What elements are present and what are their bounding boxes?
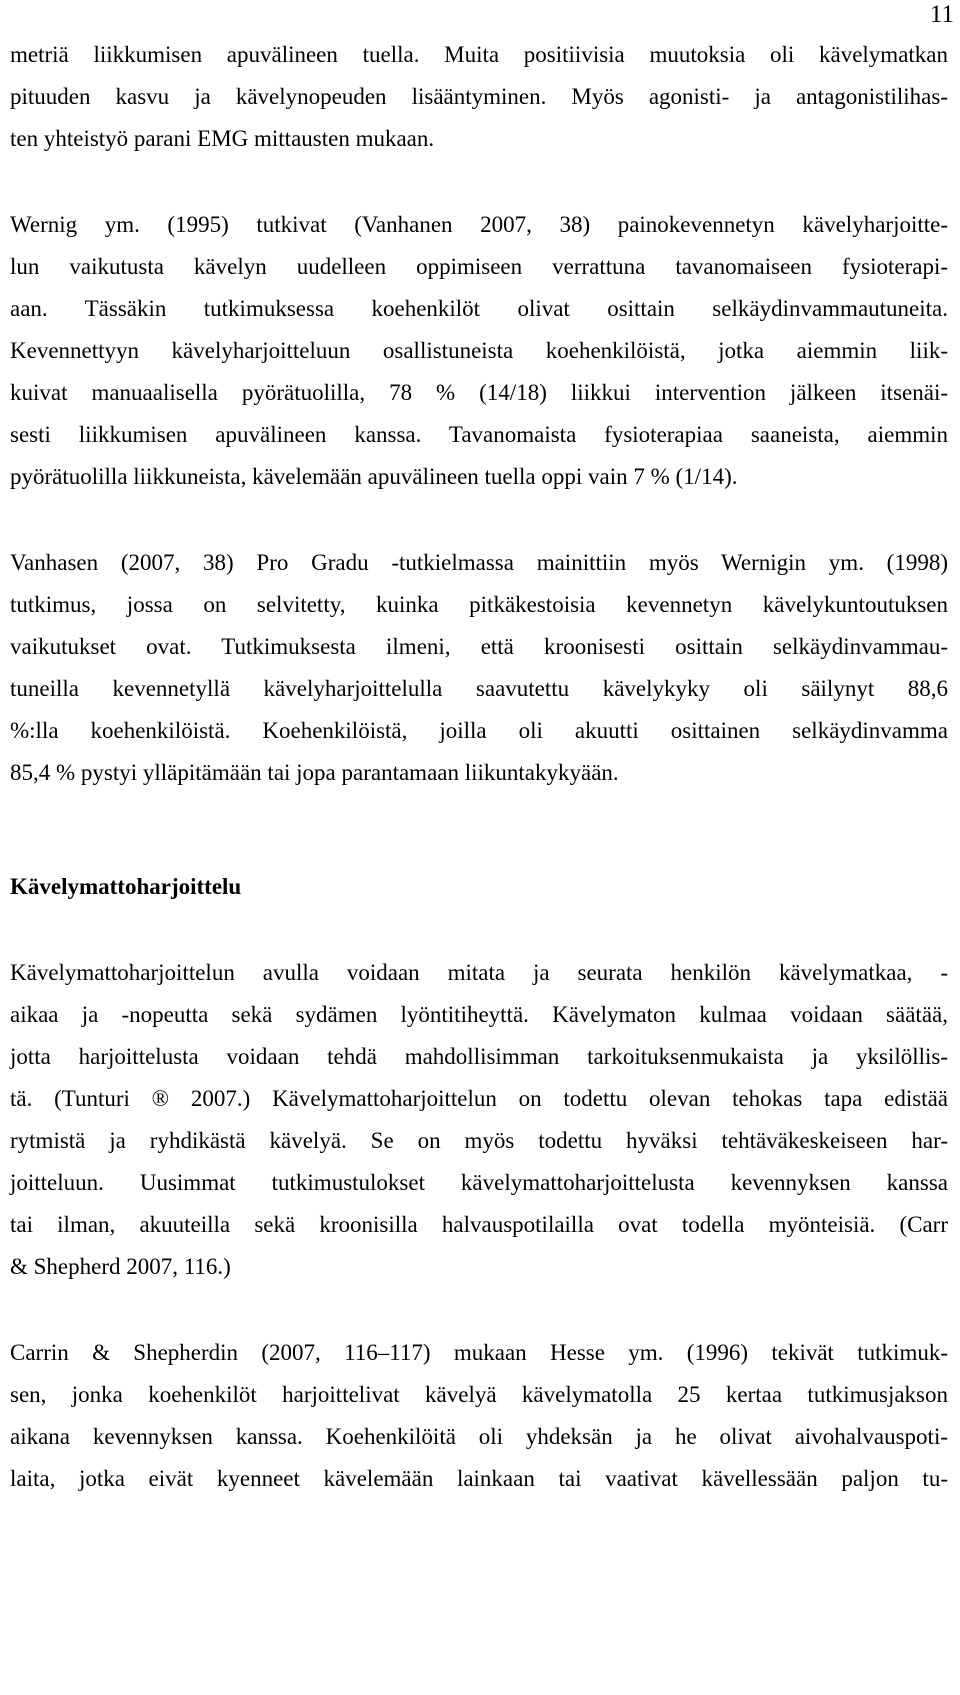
text-line: aikana kevennyksen kanssa. Koehenkilöitä oli yhdeksän ja he olivat aivohalvauspoti- xyxy=(10,1424,948,1449)
text-line: kuivat manuaalisella pyörätuolilla, 78 % (14/18) liikkui intervention jälkeen itsenäi- xyxy=(10,380,948,405)
text-line: tä. (Tunturi ® 2007.) Kävelymattoharjoittelun on todettu olevan tehokas tapa edistää xyxy=(10,1086,948,1111)
text-line: %:lla koehenkilöistä. Koehenkilöistä, joilla oli akuutti osittainen selkäydinvamma xyxy=(10,718,948,743)
text-line: metriä liikkumisen apuvälineen tuella. Muita positiivisia muutoksia oli kävelymatkan xyxy=(10,42,948,67)
page-number: 11 xyxy=(929,1,954,28)
text-line: laita, jotka eivät kyenneet kävelemään lainkaan tai vaativat kävellessään paljon tu- xyxy=(10,1466,948,1491)
paragraph xyxy=(10,542,948,794)
text-line: Kävelymattoharjoittelun avulla voidaan mitata ja seurata henkilön kävelymatkaa, - xyxy=(10,960,948,985)
document-body xyxy=(10,34,948,1500)
paragraph xyxy=(10,204,948,498)
text-line: lun vaikutusta kävelyn uudelleen oppimiseen verrattuna tavanomaiseen fysioterapi- xyxy=(10,254,948,279)
text-line: & Shepherd 2007, 116.) xyxy=(10,1254,231,1279)
text-line: rytmistä ja ryhdikästä kävelyä. Se on myös todettu hyväksi tehtäväkeskeiseen har- xyxy=(10,1128,948,1153)
text-line: joitteluun. Uusimmat tutkimustulokset kävelymattoharjoittelusta kevennyksen kanssa xyxy=(10,1170,948,1195)
paragraph xyxy=(10,1332,948,1500)
text-line: jotta harjoittelusta voidaan tehdä mahdollisimman tarkoituksenmukaista ja yksilöllis- xyxy=(10,1044,948,1069)
text-line: Wernig ym. (1995) tutkivat (Vanhanen 2007, 38) painokevennetyn kävelyharjoitte- xyxy=(10,212,948,237)
text-line: vaikutukset ovat. Tutkimuksesta ilmeni, että kroonisesti osittain selkäydinvammau- xyxy=(10,634,948,659)
text-line: tuneilla kevennetyllä kävelyharjoittelulla saavutettu kävelykyky oli säilynyt 88,6 xyxy=(10,676,948,701)
text-line: ten yhteistyö parani EMG mittausten mukaan. xyxy=(10,126,435,151)
text-line: aan. Tässäkin tutkimuksessa koehenkilöt olivat osittain selkäydinvammautuneita. xyxy=(10,296,948,321)
paragraph xyxy=(10,34,948,160)
text-line: Carrin & Shepherdin (2007, 116–117) mukaan Hesse ym. (1996) tekivät tutkimuk- xyxy=(10,1340,948,1365)
text-line: Vanhasen (2007, 38) Pro Gradu -tutkielmassa mainittiin myös Wernigin ym. (1998) xyxy=(10,550,948,575)
text-line: sesti liikkumisen apuvälineen kanssa. Tavanomaista fysioterapiaa saaneista, aiemmin xyxy=(10,422,948,447)
text-line: pituuden kasvu ja kävelynopeuden lisääntyminen. Myös agonisti- ja antagonistilihas- xyxy=(10,84,948,109)
section-heading: Kävelymattoharjoittelu xyxy=(10,874,242,899)
text-line: sen, jonka koehenkilöt harjoittelivat kävelyä kävelymatolla 25 kertaa tutkimusjakson xyxy=(10,1382,948,1407)
text-line: pyörätuolilla liikkuneista, kävelemään apuvälineen tuella oppi vain 7 % (1/14). xyxy=(10,464,738,489)
text-line: aikaa ja -nopeutta sekä sydämen lyöntitiheyttä. Kävelymaton kulmaa voidaan säätää, xyxy=(10,1002,948,1027)
paragraph xyxy=(10,952,948,1288)
text-line: 85,4 % pystyi ylläpitämään tai jopa parantamaan liikuntakykyään. xyxy=(10,760,619,785)
text-line: tai ilman, akuuteilla sekä kroonisilla halvauspotilailla ovat todella myönteisiä. (Carr xyxy=(10,1212,948,1237)
text-line: tutkimus, jossa on selvitetty, kuinka pitkäkestoisia kevennetyn kävelykuntoutuksen xyxy=(10,592,948,617)
text-line: Kevennettyyn kävelyharjoitteluun osallistuneista koehenkilöistä, jotka aiemmin liik- xyxy=(10,338,948,363)
